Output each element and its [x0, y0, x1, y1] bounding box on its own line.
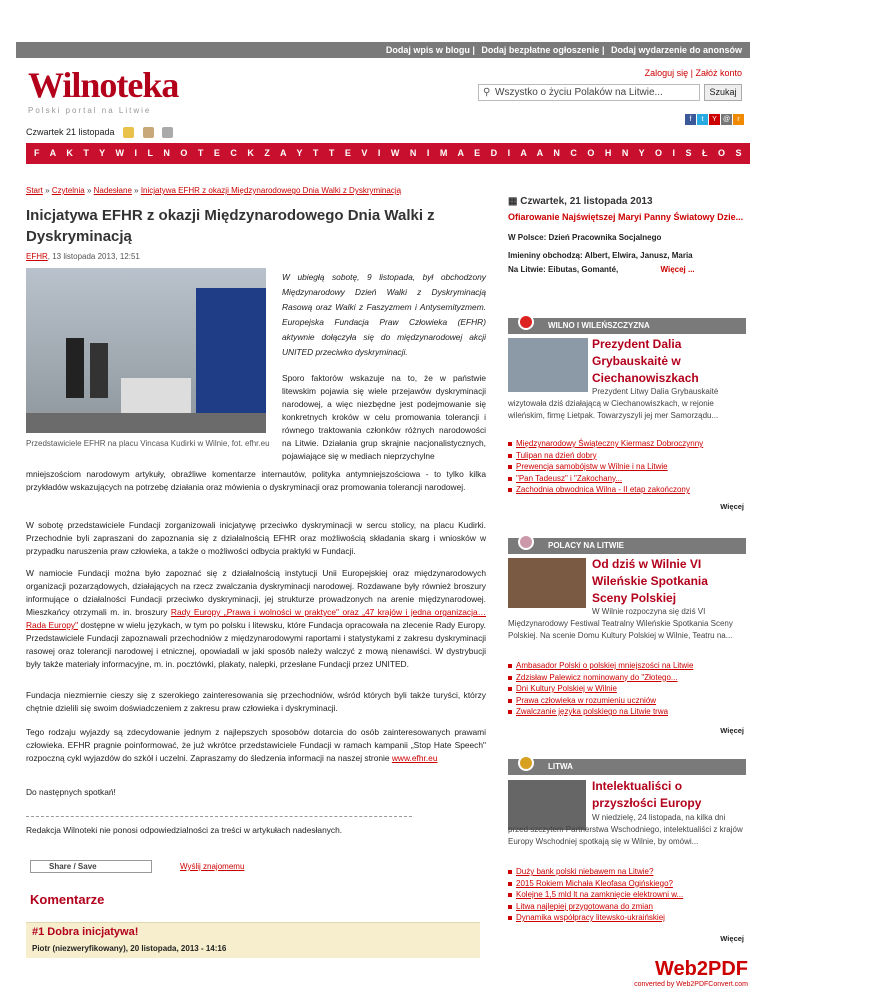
day-names: Imieniny obchodzą: Albert, Elwira, Janusz, Maria	[508, 251, 693, 260]
breadcrumb	[26, 186, 401, 195]
article-p1a: Sporo faktorów wskazuje na to, że w państwie litewskim pojawia się wiele przejawów dyskryminacji narodowej, a więc niezbędne jest podejmowanie się konkretnych kroków w celu promowania tolerancji i równego traktowania członków różnych narodowości na Litwie. Działania grup skrajnie nacjonalistycznych, pojawiające się w mediach nieprzychylne	[282, 373, 486, 461]
article-p1b: mniejszościom narodowym artykuły, obraźliwe komentarze internautów, polityka antymniejszościowa - to tylko kilka przykładów wskazujących na potrzebę działania oraz mówienia o dyskryminacji oraz promowania tolerancji narodowej.	[26, 469, 486, 492]
news-thumb[interactable]	[508, 558, 586, 608]
section-header-wilno[interactable]: WILNO I WILEŃSZCZYZNA	[508, 318, 746, 334]
link-add-blog[interactable]: Dodaj wpis w blogu	[385, 45, 470, 55]
news-title[interactable]: Od dziś w Wilnie VI Wileńskie Spotkania Sceny Polskiej	[592, 557, 708, 605]
list-item[interactable]: 2015 Rokiem Michała Kleofasa Ogińskiego?	[508, 878, 746, 890]
day-header	[508, 196, 746, 207]
list-item[interactable]: Prewencja samobójstw w Wilnie i na Litwie	[508, 461, 746, 473]
day-more-link[interactable]: Więcej ...	[660, 265, 695, 274]
article-p2: W sobotę przedstawiciele Fundacji zorganizowali inicjatywę przeciwko dyskryminacji w sercu stolicy, na placu Kudirki. Przechodnie byli zapraszani do zapoznania się z działalnością EFHR oraz możliwością składania skarg i wniosków w przypadku naruszenia praw człowieka, a także o możliwości odbycia praktyki w Fundacji.	[26, 520, 486, 556]
section-icon	[518, 755, 534, 771]
logo-subtitle: Polski portal na Litwie	[28, 106, 152, 115]
breadcrumb-sep: »	[45, 186, 50, 195]
lt-names-text: Na Litwie: Eibutas, Gomanté,	[508, 265, 619, 274]
web2pdf-converted: converted by Web2PDFConvert.com	[634, 981, 748, 988]
list-item[interactable]: Dynamika współpracy litewsko-ukraińskiej	[508, 912, 746, 924]
search-placeholder: Wszystko o życiu Polaków na Litwie...	[495, 87, 663, 98]
date-text: Czwartek 21 listopada	[26, 127, 115, 137]
more-link[interactable]: Więcej	[720, 502, 744, 511]
author-link[interactable]: EFHR	[26, 252, 48, 261]
news-title[interactable]: Intelektualiści o przyszłości Europy	[592, 779, 702, 810]
auth-links: Zaloguj się | Załóż konto	[644, 68, 742, 78]
breadcrumb-start[interactable]: Start	[26, 186, 43, 195]
article-p3	[26, 567, 486, 671]
rss-icon[interactable]: r	[733, 114, 744, 125]
p3-text-b: dostępne w wielu językach, w tym po polsku i litewsku, które Fundacja opracowała na zlecenie Rady Europy. Przedstawiciele Fundacji zapoznawali przechodniów z międzynarodowymi raportami i statystykami z zakresu dyskryminacji rasowej oraz tolerancji narodowej i etnicznej, opowiadali w jaki sposób należy walczyć z mową nienawiści. W dystrybucji były także materiały informacyjne, m. in. pocztówki, plakaty, nalepki, przesłane Fundacji przez UNITED.	[26, 620, 486, 669]
search-icon: ⚲	[483, 87, 491, 98]
list-item[interactable]: Dni Kultury Polskiej w Wilnie	[508, 683, 746, 695]
send-to-friend-link[interactable]: Wyślij znajomemu	[180, 862, 245, 871]
current-date	[26, 127, 173, 138]
section-icon	[518, 534, 534, 550]
disclaimer: Redakcja Wilnoteki nie ponosi odpowiedzialności za treści w artykułach nadesłanych.	[26, 825, 343, 835]
more-link[interactable]: Więcej	[720, 726, 744, 735]
day-holiday: W Polsce: Dzień Pracownika Socjalnego	[508, 233, 662, 242]
calendar-icon: ▦	[508, 196, 521, 207]
breadcrumb-sep: »	[134, 186, 139, 195]
day-events[interactable]: Ofiarowanie Najświętszej Maryi Panny Światowy Dzie...	[508, 212, 744, 222]
divider	[26, 816, 412, 817]
twitter-icon[interactable]: t	[697, 114, 708, 125]
youtube-icon[interactable]: Y	[709, 114, 720, 125]
link-add-event[interactable]: Dodaj wydarzenie do anonsów	[610, 45, 742, 55]
share-label: Share / Save	[49, 862, 97, 871]
news-list-litwa	[508, 866, 746, 924]
article-meta	[26, 252, 140, 261]
comment-author: Piotr (niezweryfikowany), 20 listopada, 2013 - 14:16	[32, 944, 227, 953]
list-item[interactable]: Litwa najlepiej przygotowana do zmian	[508, 901, 746, 913]
register-link[interactable]: Załóż konto	[695, 68, 742, 78]
list-item[interactable]: Duży bank polski niebawem na Litwie?	[508, 866, 746, 878]
news-title[interactable]: Prezydent Dalia Grybauskaitė w Ciechanowiszkach	[592, 337, 699, 385]
top-links-bar: Dodaj wpis w blogu | Dodaj bezpłatne ogłoszenie | Dodaj wydarzenie do anonsów	[16, 42, 750, 58]
list-item[interactable]: Zachodnia obwodnica Wilna - II etap zakończony	[508, 484, 746, 496]
section-icon	[518, 314, 534, 330]
comment-title[interactable]: #1 Dobra inicjatywa!	[32, 926, 139, 938]
photo-caption: Przedstawiciele EFHR na placu Vincasa Kudirki w Wilnie, fot. efhr.eu	[26, 439, 270, 448]
article-p5	[26, 726, 486, 765]
rada-europy-link[interactable]: Rady Europy „Prawa i wolności w praktyce" oraz „47 krajów i jedna organizacja… Rada Europy"	[26, 607, 486, 630]
efhr-link[interactable]: www.efhr.eu	[391, 753, 438, 763]
email-icon[interactable]: @	[722, 116, 731, 123]
comments-heading: Komentarze	[30, 892, 105, 907]
article-lead: W ubiegłą sobotę, 9 listopada, był obchodzony Międzynarodowy Dzień Walki z Dyskryminacją Rasową oraz Walki z Faszyzmem i Antysemityzmem. Europejska Fundacja Praw Człowieka (EFHR) aktywnie dołączyła się do międzynarodowej akcji UNITED przeciwko dyskryminacji.	[282, 272, 486, 357]
article-title: Inicjatywa EFHR z okazji Międzynarodowego Dnia Walki z Dyskryminacją	[26, 207, 435, 245]
news-list-polacy	[508, 660, 746, 718]
news-thumb[interactable]	[508, 338, 588, 392]
login-link[interactable]: Zaloguj się	[644, 68, 689, 78]
day-info-box	[508, 196, 746, 313]
news-text: W Wilnie rozpoczyna się dziś VI Międzynarodowy Festiwal Teatralny Wileńskie Spotkania Sceny Polskiej. Na scenie Domu Kultury Polskiej w Wilnie, Teatru na...	[508, 607, 733, 640]
article-p6: Do następnych spotkań!	[26, 787, 116, 797]
main-nav[interactable]: F A K T Y W I L N O T E C K Z A Y T T E V I W N I M A E D I A A N C O H N Y O I S Ł O S Z C E N N I A A S	[26, 143, 750, 164]
breadcrumb-submitted[interactable]: Nadesłane	[93, 186, 132, 195]
section-header-litwa[interactable]: LITWA	[508, 759, 746, 775]
article-photo	[26, 268, 266, 433]
list-item[interactable]: Ambasador Polski o polskiej mniejszości na Litwie	[508, 660, 746, 672]
section-header-polacy[interactable]: POLACY NA LITWIE	[508, 538, 746, 554]
p5-text: Tego rodzaju wyjazdy są zdecydowanie jednym z najlepszych sposobów dotarcia do osób zainteresowanych prawami człowieka. EFHR pragnie poinformować, że już wkrótce przedstawiciele Fundacji w ramach kampanii „Stop Hate Speech" rozpoczną cykl wyjazdów do szkół i uczelni. Zapraszamy do śledzenia informacji na naszej stronie	[26, 727, 486, 763]
day-header-text: Czwartek, 21 listopada 2013	[520, 196, 653, 207]
link-add-ad[interactable]: Dodaj bezpłatne ogłoszenie	[481, 45, 600, 55]
site-logo[interactable]	[28, 66, 208, 114]
weather-icon[interactable]	[123, 127, 134, 138]
p3-text-a: W namiocie Fundacji można było zapoznać się z działalnością instytucji Unii Europejskiej oraz międzynarodowych organizacji pozarządowych, działających na rzecz zwalczania dyskryminacji narodowej. Rozdawane były również broszury informujące o działalności Fundacji przeciwko dyskryminacji, jej strukturze prowadzonych na arenie międzynarodowej. Mieszkańcy otrzymali m. in. broszury	[26, 568, 486, 617]
news-text: Prezydent Litwy Dalia Grybauskaitė wizytowała dziś działającą w Ciechanowiszkach, w rejonie wileńskim, firmę Lietpak. Towarzyszyli jej mer Samorządu...	[508, 387, 719, 420]
article-p4: Fundacja niezmiernie cieszy się z szerokiego zainteresowania się przechodniów, wśród których byli także turyści, którzy chętnie dzielili się swoim doświadczeniem z zakresu praw człowieka i dyskryminacji.	[26, 690, 486, 713]
share-button[interactable]	[30, 860, 152, 873]
social-icons	[684, 113, 744, 125]
list-item[interactable]: "Pan Tadeusz" i "Zakochany...	[508, 473, 746, 485]
currency-icon[interactable]	[143, 127, 154, 138]
list-item[interactable]: Tulipan na dzień dobry	[508, 450, 746, 462]
search-input[interactable]	[478, 84, 700, 101]
breadcrumb-reading[interactable]: Czytelnia	[51, 186, 85, 195]
calendar-icon[interactable]	[162, 127, 173, 138]
article-date: , 13 listopada 2013, 12:51	[47, 252, 140, 261]
list-item[interactable]: Prawa człowieka w rozumieniu uczniów	[508, 695, 746, 707]
breadcrumb-sep: »	[86, 186, 92, 195]
facebook-icon[interactable]: f	[685, 114, 696, 125]
more-link[interactable]: Więcej	[720, 934, 744, 943]
web2pdf-badge[interactable]	[628, 958, 748, 988]
search-button[interactable]: Szukaj	[704, 84, 742, 101]
list-item[interactable]: Zwalczanie języka polskiego na Litwie trwa	[508, 706, 746, 718]
day-lt-names	[508, 263, 746, 277]
news-text: W niedzielę, 24 listopada, na kilka dni przed szczytem Partnerstwa Wschodniego, intelektualiści z krajów Europy Wschodniej spotkają się w Wilnie, by omówi...	[508, 813, 743, 846]
news-list-wilno	[508, 438, 746, 496]
web2pdf-logo: Web2PDF	[655, 958, 748, 980]
list-item[interactable]: Zdzisław Palewicz nominowany do "Złotego...	[508, 672, 746, 684]
logo-word: Wilnoteka	[28, 65, 179, 105]
list-item[interactable]: Międzynarodowy Świąteczny Kiermasz Dobroczynny	[508, 438, 746, 450]
breadcrumb-current[interactable]: Inicjatywa EFHR z okazji Międzynarodowego Dnia Walki z Dyskryminacją	[140, 186, 402, 195]
list-item[interactable]: Kolejne 1,5 mld lt na zamknięcie elektrowni w...	[508, 889, 746, 901]
